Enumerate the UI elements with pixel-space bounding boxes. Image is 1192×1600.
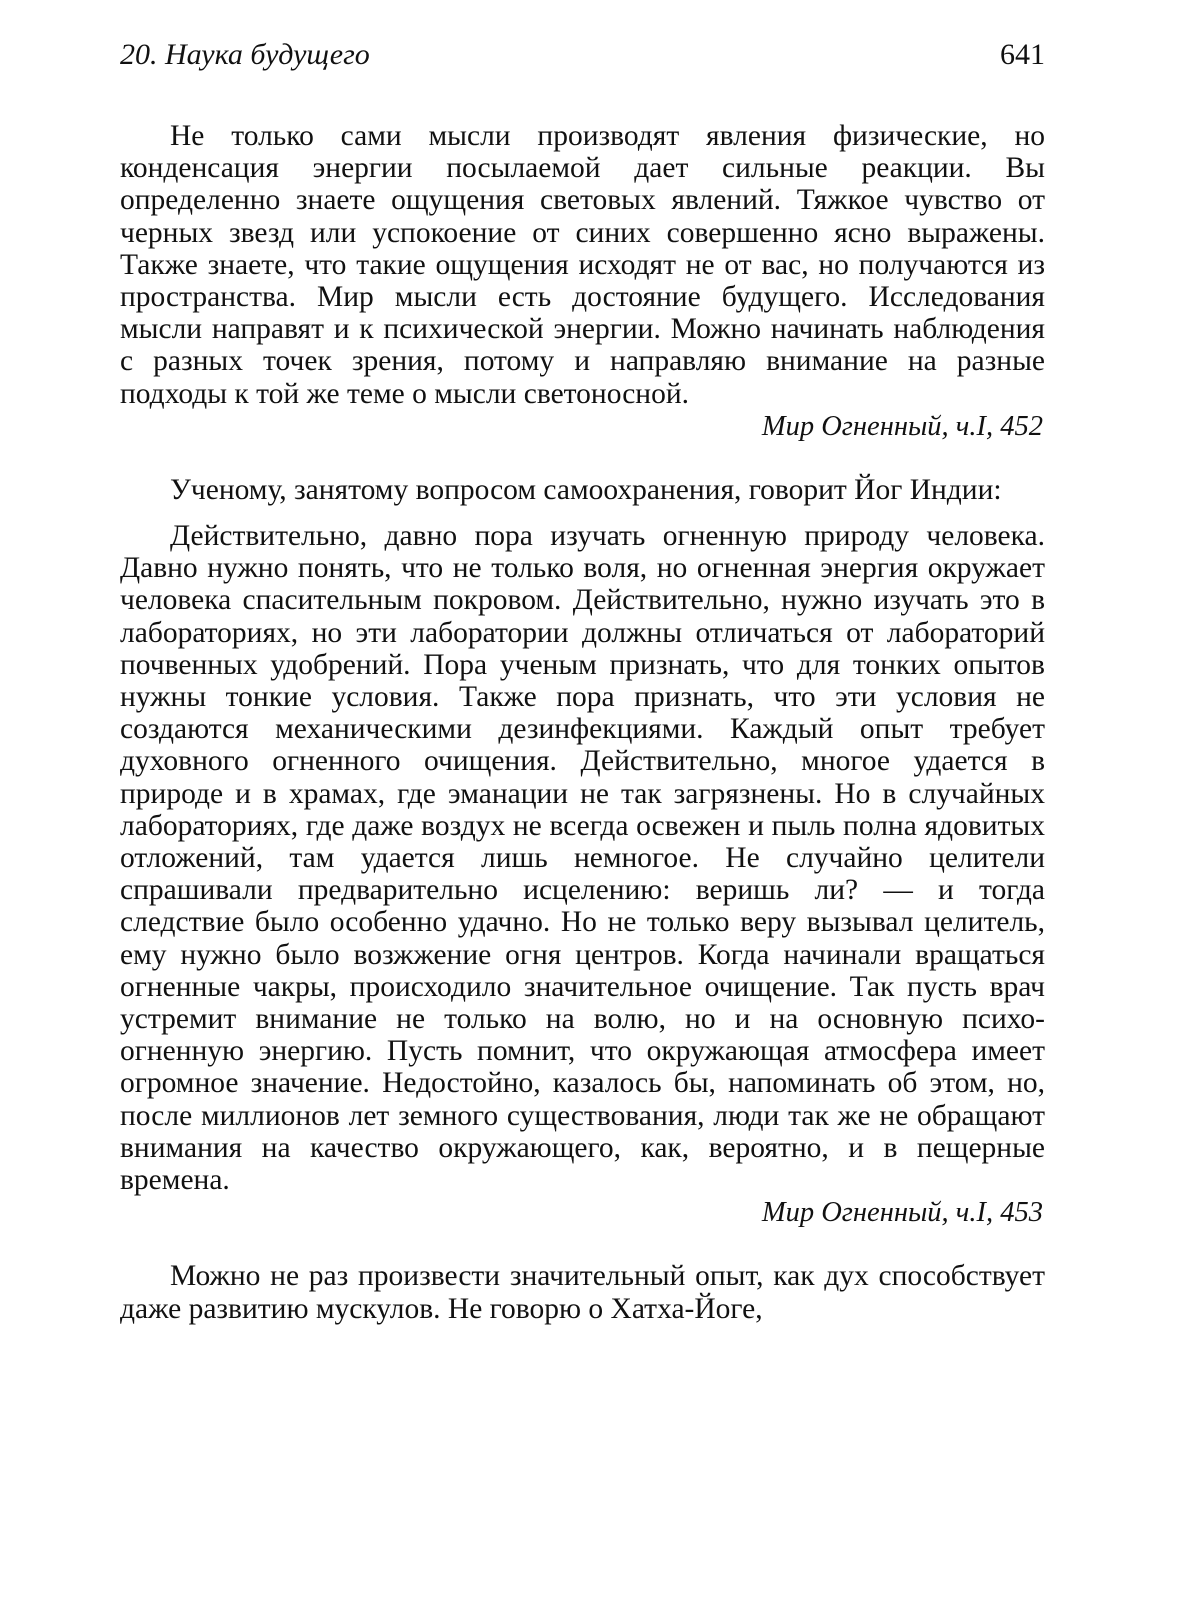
page-number: 641 xyxy=(1000,38,1045,71)
source-citation: Мир Огненный, ч.I, 453 xyxy=(761,1197,1043,1229)
block-spacer xyxy=(120,1230,1045,1260)
paragraph-fiery-nature: Действительно, давно пора изучать огненную природу человека. Давно нужно понять, что не только воля, но огненная энергия окружает человека спасительным покровом. Действительно, нужно изучать это в лабораториях, но эти лаборатории должны отличаться от лабораторий почвенных удобрений. Пора ученым признать, что для тонких опытов нужны тонкие условия. Также пора признать, что эти условия не создаются механическими дезинфекциями. Каждый опыт требует духовного огненного очищения. Действительно, многое удается в природе и в храмах, где эманации не так загрязнены. Но в случайных лабораториях, где даже воздух не всегда освежен и пыль полна ядовитых отложений, там удается лишь немногое. Не случайно целители спрашивали предварительно исцелению: веришь ли? — и тогда следствие было особенно удачно. Но не только веру вызывал целитель, ему нужно было возжжение огня центров. Когда начинали вращаться огненные чакры, происходило значительное очищение. Так пусть врач устремит внимание не только на волю, но и на основную психо-огненную энергию. Пусть помнит, что окружающая атмосфера имеет огромное значение. Недостойно, казалось бы, напоминать об этом, но, после миллионов лет земного существования, люди так же не обращают внимания на качество окружающего, как, вероятно, и в пещерные времена. xyxy=(120,520,1045,1197)
book-page xyxy=(120,38,1045,1325)
intro-spacer xyxy=(120,506,1045,520)
paragraph-thought-energy: Не только сами мысли производят явления физические, но конденсация энергии посылаемой дает сильные реакции. Вы определенно знаете ощущения световых явлений. Тяжкое чувство от черных звезд или успокоение от синих совершенно ясно выражены. Также знаете, что такие ощущения исходят не от вас, но получаются из пространства. Мир мысли есть достояние будущего. Исследования мысли направят и к психической энергии. Можно начинать наблюдения с разных точек зрения, потому и направляю внимание на разные подходы к той же теме о мысли светоносной. xyxy=(120,120,1045,410)
chapter-title: 20. Наука будущего xyxy=(120,38,370,71)
running-header xyxy=(120,38,1045,78)
paragraph-spirit-muscles: Можно не раз произвести значительный опыт, как дух способствует даже развитию мускулов. Не говорю о Хатха-Йоге, xyxy=(120,1260,1045,1325)
source-citation: Мир Огненный, ч.I, 452 xyxy=(761,410,1043,442)
paragraph-intro: Ученому, занятому вопросом самоохранения, говорит Йог Индии: xyxy=(170,473,1002,506)
block-spacer xyxy=(120,444,1045,474)
